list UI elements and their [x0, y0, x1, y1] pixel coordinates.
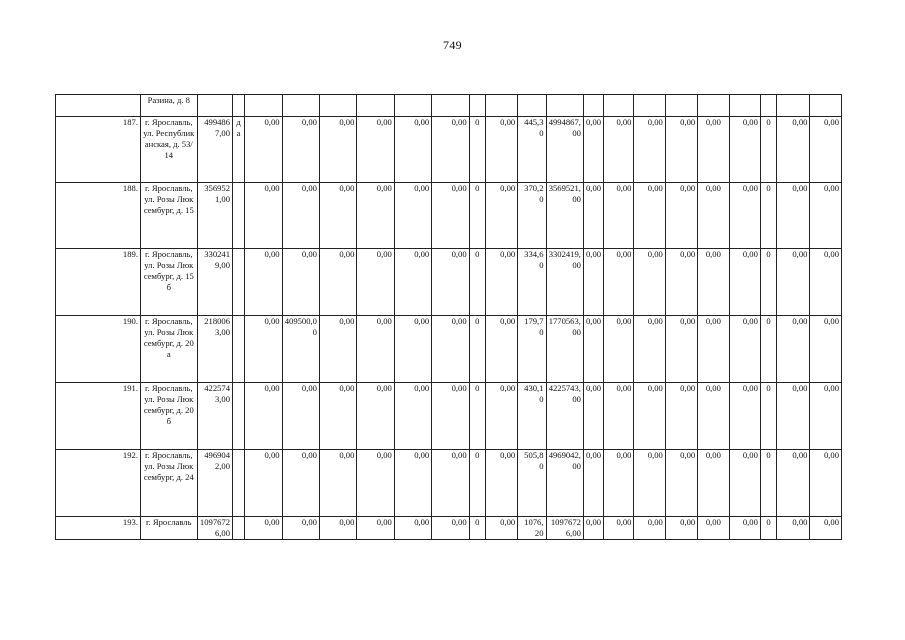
value-cell: 0,00 [432, 450, 469, 517]
value-cell: 0,00 [282, 517, 319, 540]
area-cell: 1076,20 [518, 517, 546, 540]
value-cell: 0,00 [319, 316, 356, 383]
value-cell: 3302419,00 [546, 249, 583, 316]
value-cell: 0,00 [698, 383, 729, 450]
value-cell: 0,00 [583, 517, 603, 540]
value-cell: 0,00 [319, 450, 356, 517]
table-row [56, 517, 842, 540]
total-cost-cell: 4969042,00 [197, 450, 232, 517]
value-cell: 0,00 [729, 450, 760, 517]
value-cell: 0,00 [394, 383, 431, 450]
table-cell [546, 95, 583, 117]
value-cell: 0 [469, 249, 485, 316]
table-cell [485, 95, 517, 117]
flag-cell [233, 316, 245, 383]
value-cell: 0,00 [729, 183, 760, 249]
value-cell: 0,00 [583, 450, 603, 517]
row-number-cell: 188. [56, 183, 141, 249]
table-row [56, 316, 842, 383]
flag-cell [233, 383, 245, 450]
table-cell [698, 95, 729, 117]
value-cell: 4225743,00 [546, 383, 583, 450]
value-cell: 409500,00 [282, 316, 319, 383]
value-cell: 0,00 [810, 249, 842, 316]
value-cell: 0,00 [698, 117, 729, 183]
value-cell: 0,00 [665, 183, 697, 249]
continuation-row [56, 95, 842, 117]
table-cell [282, 95, 319, 117]
value-cell: 0,00 [810, 183, 842, 249]
table-row [56, 383, 842, 450]
address-cell: г. Ярославль [140, 517, 197, 540]
value-cell: 0,00 [357, 183, 394, 249]
row-number-cell: 191. [56, 383, 141, 450]
value-cell: 0,00 [698, 517, 729, 540]
value-cell: 0,00 [729, 117, 760, 183]
value-cell: 0,00 [485, 517, 517, 540]
table-cell [357, 95, 394, 117]
value-cell: 0,00 [665, 517, 697, 540]
value-cell: 0,00 [282, 383, 319, 450]
value-cell: 0,00 [604, 249, 634, 316]
value-cell: 4969042,00 [546, 450, 583, 517]
value-cell: 0,00 [665, 450, 697, 517]
value-cell: 0,00 [485, 383, 517, 450]
value-cell: 0,00 [634, 517, 665, 540]
value-cell: 0 [760, 183, 776, 249]
value-cell: 0,00 [810, 316, 842, 383]
row-number-cell: 190. [56, 316, 141, 383]
flag-cell [233, 183, 245, 249]
value-cell: 0,00 [634, 450, 665, 517]
value-cell: 0,00 [394, 117, 431, 183]
table-row [56, 450, 842, 517]
page-number: 749 [443, 38, 462, 52]
value-cell: 0,00 [634, 249, 665, 316]
value-cell: 0,00 [634, 117, 665, 183]
value-cell: 0,00 [245, 517, 282, 540]
value-cell: 3569521,00 [546, 183, 583, 249]
total-cost-cell: 3569521,00 [197, 183, 232, 249]
value-cell: 0,00 [357, 450, 394, 517]
value-cell: 10976726,00 [546, 517, 583, 540]
value-cell: 0,00 [282, 183, 319, 249]
value-cell: 0,00 [665, 316, 697, 383]
value-cell: 0,00 [432, 249, 469, 316]
row-number-cell: 187. [56, 117, 141, 183]
value-cell: 0,00 [485, 183, 517, 249]
value-cell: 0,00 [698, 450, 729, 517]
table-cell [665, 95, 697, 117]
row-number-cell: 192. [56, 450, 141, 517]
value-cell: 0 [469, 517, 485, 540]
area-cell: 430,10 [518, 383, 546, 450]
value-cell: 0 [760, 316, 776, 383]
value-cell: 0,00 [604, 117, 634, 183]
value-cell: 0,00 [583, 183, 603, 249]
value-cell: 0,00 [245, 450, 282, 517]
table-cell [245, 95, 282, 117]
total-cost-cell: 4225743,00 [197, 383, 232, 450]
address-cell: Разина, д. 8 [140, 95, 197, 117]
value-cell: 0,00 [729, 383, 760, 450]
value-cell: 0,00 [634, 183, 665, 249]
value-cell: 0 [760, 517, 776, 540]
table-cell [197, 95, 232, 117]
table-cell [634, 95, 665, 117]
flag-cell [233, 517, 245, 540]
table-cell [583, 95, 603, 117]
value-cell: 0,00 [485, 117, 517, 183]
total-cost-cell: 10976726,00 [197, 517, 232, 540]
row-number-cell: 189. [56, 249, 141, 316]
address-cell: г. Ярославль, ул. Розы Люксембург, д. 15б [140, 249, 197, 316]
value-cell: 0,00 [604, 183, 634, 249]
value-cell: 0,00 [777, 383, 810, 450]
value-cell: 0,00 [665, 117, 697, 183]
value-cell: 0,00 [357, 517, 394, 540]
value-cell: 0 [760, 383, 776, 450]
value-cell: 0,00 [432, 316, 469, 383]
value-cell: 0,00 [394, 183, 431, 249]
value-cell: 0,00 [319, 249, 356, 316]
value-cell: 0,00 [319, 517, 356, 540]
value-cell: 4994867,00 [546, 117, 583, 183]
value-cell: 0,00 [394, 517, 431, 540]
value-cell: 0,00 [698, 183, 729, 249]
value-cell: 0 [469, 117, 485, 183]
area-cell: 505,80 [518, 450, 546, 517]
register-table [55, 94, 842, 540]
flag-cell: да [233, 117, 245, 183]
table-cell [56, 95, 141, 117]
value-cell: 0,00 [583, 117, 603, 183]
flag-cell [233, 249, 245, 316]
value-cell: 0,00 [319, 383, 356, 450]
value-cell: 0,00 [604, 517, 634, 540]
value-cell: 0,00 [698, 249, 729, 316]
table-cell [518, 95, 546, 117]
value-cell: 0,00 [634, 383, 665, 450]
value-cell: 0,00 [282, 117, 319, 183]
value-cell: 0,00 [357, 316, 394, 383]
value-cell: 0,00 [394, 249, 431, 316]
value-cell: 0,00 [810, 450, 842, 517]
value-cell: 0,00 [357, 383, 394, 450]
table-cell [233, 95, 245, 117]
area-cell: 445,30 [518, 117, 546, 183]
area-cell: 334,60 [518, 249, 546, 316]
total-cost-cell: 4994867,00 [197, 117, 232, 183]
value-cell: 0,00 [810, 383, 842, 450]
total-cost-cell: 3302419,00 [197, 249, 232, 316]
area-cell: 370,20 [518, 183, 546, 249]
value-cell: 0,00 [432, 383, 469, 450]
table-cell [729, 95, 760, 117]
value-cell: 0,00 [604, 450, 634, 517]
value-cell: 0,00 [485, 249, 517, 316]
value-cell: 0 [469, 316, 485, 383]
table-cell [777, 95, 810, 117]
value-cell: 0,00 [485, 316, 517, 383]
value-cell: 0,00 [729, 316, 760, 383]
table-row [56, 249, 842, 316]
table-cell [319, 95, 356, 117]
value-cell: 0,00 [245, 316, 282, 383]
value-cell: 0,00 [729, 517, 760, 540]
value-cell: 0,00 [665, 383, 697, 450]
value-cell: 0,00 [432, 117, 469, 183]
value-cell: 0,00 [777, 316, 810, 383]
table-row [56, 117, 842, 183]
value-cell: 0 [469, 383, 485, 450]
value-cell: 0,00 [432, 517, 469, 540]
address-cell: г. Ярославль, ул. Розы Люксембург, д. 20б [140, 383, 197, 450]
table-cell [760, 95, 776, 117]
value-cell: 0,00 [485, 450, 517, 517]
value-cell: 0,00 [394, 450, 431, 517]
value-cell: 0,00 [583, 383, 603, 450]
table-cell [604, 95, 634, 117]
value-cell: 0 [760, 249, 776, 316]
address-cell: г. Ярославль, ул. Республиканская, д. 53/14 [140, 117, 197, 183]
value-cell: 0,00 [432, 183, 469, 249]
value-cell: 0 [760, 117, 776, 183]
value-cell: 0,00 [282, 249, 319, 316]
flag-cell [233, 450, 245, 517]
value-cell: 1770563,00 [546, 316, 583, 383]
value-cell: 0,00 [583, 316, 603, 383]
value-cell: 0,00 [634, 316, 665, 383]
value-cell: 0,00 [245, 117, 282, 183]
address-cell: г. Ярославль, ул. Розы Люксембург, д. 15 [140, 183, 197, 249]
value-cell: 0,00 [357, 249, 394, 316]
value-cell: 0,00 [810, 117, 842, 183]
value-cell: 0,00 [245, 383, 282, 450]
row-number-cell: 193. [56, 517, 141, 540]
value-cell: 0 [469, 450, 485, 517]
value-cell: 0,00 [583, 249, 603, 316]
table-cell [394, 95, 431, 117]
value-cell: 0,00 [245, 249, 282, 316]
value-cell: 0,00 [777, 183, 810, 249]
value-cell: 0,00 [777, 117, 810, 183]
table-cell [432, 95, 469, 117]
value-cell: 0,00 [319, 117, 356, 183]
value-cell: 0,00 [282, 450, 319, 517]
value-cell: 0,00 [357, 117, 394, 183]
address-cell: г. Ярославль, ул. Розы Люксембург, д. 20а [140, 316, 197, 383]
table-cell [810, 95, 842, 117]
total-cost-cell: 2180063,00 [197, 316, 232, 383]
value-cell: 0,00 [394, 316, 431, 383]
value-cell: 0,00 [245, 183, 282, 249]
value-cell: 0,00 [604, 383, 634, 450]
value-cell: 0,00 [604, 316, 634, 383]
value-cell: 0,00 [698, 316, 729, 383]
table-row [56, 183, 842, 249]
value-cell: 0 [760, 450, 776, 517]
value-cell: 0 [469, 183, 485, 249]
value-cell: 0,00 [777, 249, 810, 316]
value-cell: 0,00 [729, 249, 760, 316]
value-cell: 0,00 [665, 249, 697, 316]
value-cell: 0,00 [777, 517, 810, 540]
value-cell: 0,00 [319, 183, 356, 249]
area-cell: 179,70 [518, 316, 546, 383]
value-cell: 0,00 [777, 450, 810, 517]
value-cell: 0,00 [810, 517, 842, 540]
address-cell: г. Ярославль, ул. Розы Люксембург, д. 24 [140, 450, 197, 517]
table-cell [469, 95, 485, 117]
